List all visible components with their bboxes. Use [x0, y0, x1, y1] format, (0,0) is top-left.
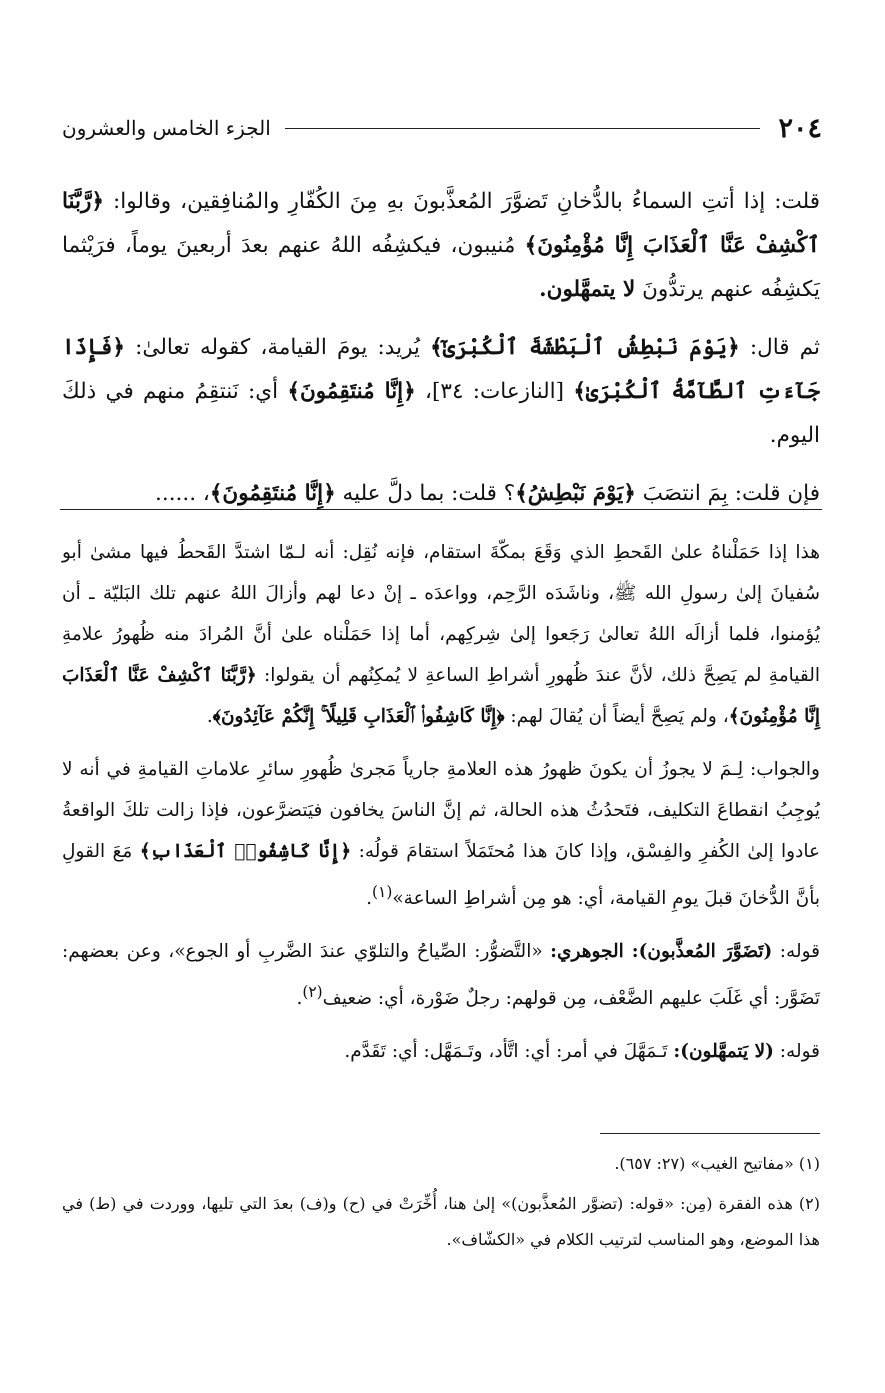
quran-verse: ﴿إِنَّا مُنتَقِمُونَ﴾	[287, 379, 416, 404]
gloss-paragraph	[62, 931, 820, 1019]
footnotes	[62, 1146, 820, 1262]
text-run: ؟ قلت: بما دلَّ عليه	[335, 481, 516, 506]
text-run: «التَّضوُّر: الصِّياحُ والتلوّي عندَ الضَّربِ أو الجوع»، وعن بعضهم: تَضَوَّر: أي غَلَبَ عليهم الضَّعْف، مِن قولهم: رجلٌ ضَوْرة، أي: ضعيف	[62, 941, 820, 1010]
gloss-text	[62, 532, 820, 1084]
text-run: تَـمَهَّلَ في أمر: أي: اتَّأد، وتَـمَهَّل: أي: تَقَدَّم.	[344, 1041, 674, 1063]
quran-verse: ﴿إِنَّا كَاشِفُوا۟ ٱلْعَذَابِ قَلِيلًا ۚ إِنَّكُمْ عَآئِدُونَ﴾	[212, 706, 505, 727]
text-run: ، ......	[155, 481, 210, 506]
main-text	[62, 180, 820, 530]
text-run: .	[366, 888, 373, 910]
footnote-item: (١) «مفاتيح الغيب» (٢٧: ٦٥٧).	[614, 1154, 820, 1173]
text-run: قلت: إذا أتتِ السماءُ بالدُّخانِ تَضوَّرَ المُعذَّبونَ بهِ مِنَ الكُفّارِ والمُنافِقين، وقالوا:	[104, 189, 820, 214]
footnote-divider	[600, 1133, 820, 1134]
gloss-paragraph	[62, 532, 820, 737]
text-run: .	[296, 988, 303, 1010]
running-title: الجزء الخامس والعشرون	[62, 116, 271, 140]
text-run: أي: نَنتقِمُ منهم في ذلكَ اليوم.	[62, 379, 820, 448]
text-run: قوله:	[772, 941, 820, 963]
text-run: مُنيبون، فيكشِفُه اللهُ عنهم بعدَ أربعينَ يوماً، فرَيْثما يَكشِفُه عنهم يرتدُّونَ	[62, 233, 820, 302]
main-paragraph	[62, 180, 820, 312]
footnote-marker: (١)	[372, 883, 393, 901]
quran-verse: ﴿إِنَّا كَاشِفُوا۟ ٱلْعَذَابِ﴾	[139, 841, 352, 862]
gloss-paragraph	[62, 1031, 820, 1072]
text-run: مَعَ القولِ بأنَّ الدُّخانَ قبلَ يومِ القيامة، أي: هو مِن أشراطِ الساعة»	[62, 841, 820, 910]
text-run: ، ولم يَصِحَّ أيضاً أن يُقالَ لهم:	[504, 706, 729, 727]
emphasis-text: لا يتمهَّلون.	[539, 277, 636, 302]
section-divider	[60, 509, 822, 510]
footnote-item: (٢) هذه الفقرة (مِن: «قوله: (تضوَّر المُعذَّبون)» إلىٰ هنا، أُخِّرَتْ في (ح) و(ف) بعدَ التي تليها، ووردت في (ط) في هذا الموضع، وهو المناسب لترتيب الكلام في «الكشّاف».	[62, 1194, 821, 1249]
text-run: يُريد: يومَ القيامة، كقوله تعالىٰ:	[125, 335, 431, 360]
text-run: فإن قلت: بِمَ انتصَبَ	[635, 481, 820, 506]
text-run: .	[206, 706, 213, 727]
lemma-heading: (لا يَتمهَّلون):	[673, 1041, 774, 1063]
text-run: هذا إذا حَمَلْناهُ علىٰ القَحطِ الذي وَقَعَ بمكّةَ استقام، فإنه نُقِل: أنه لـمّا اشتدَّ القَحطُ فيها مشىٰ أبو سُفيانَ إلىٰ رسولِ الله ﷺ، وناشَدَه الرَّحِم، وواعدَه ـ إنْ دعا لهم وأزالَ اللهُ عنهم تلك البَليّة ـ أن يُؤمنوا، فلما أزالَه اللهُ تعالىٰ رَجَعوا إلىٰ شِركِهم، أما إذا حَمَلْناه علىٰ أنَّ المُرادَ منه ظُهورُ علامةِ القيامةِ لم يَصِحَّ ذلك، لأنَّ عندَ ظُهورِ أشراطِ الساعةِ لا يُمكِنُهم أن يقولوا:	[62, 542, 820, 686]
page-number: ٢٠٤	[778, 112, 822, 144]
surah-reference: [النازعات: ٣٤]،	[415, 379, 574, 404]
quran-verse: ﴿رَّبَّنَا ٱكْشِفْ عَنَّا ٱلْعَذَابَ إِنَّا مُؤْمِنُونَ﴾	[62, 665, 820, 727]
quran-verse: ﴿رَّبَّنَا ٱكْشِفْ عَنَّا ٱلْعَذَابَ إِنَّا مُؤْمِنُونَ﴾	[62, 189, 821, 258]
text-run: قوله:	[773, 1041, 820, 1063]
quran-verse: ﴿فَإِذَا جَآءَتِ ٱلطَّآمَّةُ ٱلْكُبْرَىٰ﴾	[62, 335, 820, 404]
quran-verse: ﴿إِنَّا مُنتَقِمُونَ﴾	[209, 481, 336, 506]
lemma-heading: (تَضَوَّرَ المُعذَّبون): الجوهري:	[550, 941, 773, 963]
quran-verse: ﴿يَوْمَ نَبْطِشُ﴾	[515, 481, 636, 506]
gloss-paragraph	[62, 749, 820, 919]
footnote-marker: (٢)	[302, 983, 323, 1002]
page-header	[62, 108, 822, 148]
quran-verse: ﴿يَوْمَ نَبْطِشُ ٱلْبَطْشَةَ ٱلْكُبْرَىٰٓ﴾	[430, 335, 740, 360]
text-run: ثم قال:	[739, 335, 821, 360]
header-divider	[285, 128, 761, 129]
main-paragraph	[62, 326, 820, 458]
text-run: والجواب: لِـمَ لا يجوزُ أن يكونَ ظهورُ هذه العلامةِ جارياً مَجرىٰ ظُهورِ سائرِ علاماتِ القيامةِ في أنه لا يُوجِبُ انقطاعَ التكليف، فتَحدُثُ هذه الحالة، ثم إنَّ الناسَ يخافون فيَتضرَّعون، فإذا زالت تلكَ الواقعةُ عادوا إلىٰ الكُفرِ والفِسْق، وإذا كانَ هذا مُحتَمَلاً استقامَ قولُه:	[62, 759, 821, 862]
